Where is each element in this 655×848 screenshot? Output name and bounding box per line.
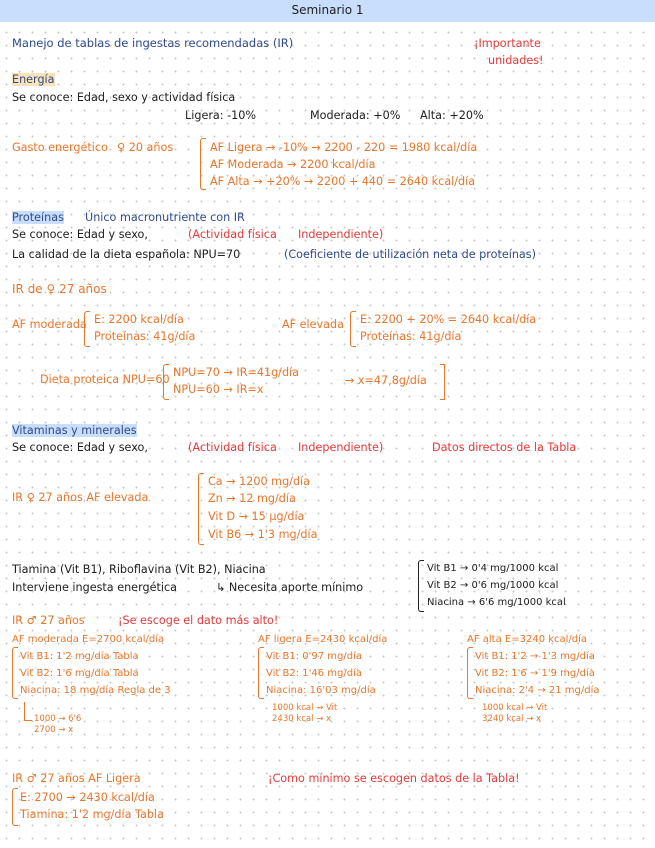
energia-heading-text: Energía: [12, 73, 55, 86]
dieta-close-bracket: [440, 364, 445, 400]
tiamina-ir-label: IR ♂ 27 años: [12, 614, 85, 627]
vitamin-row: Zn → 12 mg/día: [208, 492, 296, 505]
mod-col-row: Vit B2: 1'6 mg/día Tabla: [20, 668, 139, 679]
alta-col-head: AF alta E=3240 kcal/día: [467, 634, 588, 645]
mod-col-head: AF moderada E=2700 kcal/día: [12, 634, 165, 645]
important-note-line-1: ¡Importante: [474, 37, 541, 50]
vitaminas-ir-label: IR ♀ 27 años AF elevada: [12, 491, 149, 504]
vitamin-row: Vit B6 → 1'3 mg/día: [208, 528, 318, 541]
af-ligera: AF Ligera → -10% → 2200 - 220 = 1980 kcal/día: [210, 141, 478, 154]
elev-label: AF elevada: [282, 318, 344, 331]
proteinas-known: Se conoce: Edad y sexo,: [12, 228, 148, 241]
alta-col-brace: [467, 647, 473, 699]
mod-calc-2: 2700 → x: [34, 725, 74, 735]
proteinas-activity-a: (Actividad física: [188, 228, 277, 241]
energia-known: Se conoce: Edad, sexo y actividad física: [12, 91, 236, 104]
mod-calc-1: 1000 → 6'6: [34, 714, 82, 724]
mod-calc-connector: [24, 702, 32, 721]
tiamina-tip: ¡Se escoge el dato más alto!: [118, 614, 279, 627]
moderada-adjustment: Moderada: +0%: [310, 109, 401, 122]
lig-col-brace: [258, 647, 264, 699]
final-row: E: 2700 → 2430 kcal/día: [20, 791, 155, 804]
lig-calc-1: 1000 kcal → Vit: [272, 703, 338, 713]
alta-col-row: Niacina: 2'4 → 21 mg/día: [475, 685, 600, 696]
elev-protein: Proteínas: 41g/día: [360, 330, 462, 343]
dieta-quality: La calidad de la dieta española: NPU=70: [12, 248, 241, 261]
vitaminas-brace: [198, 473, 204, 545]
lig-col-row: Vit B2: 1'46 mg/día: [266, 668, 362, 679]
proteinas-activity-b: Independiente): [298, 228, 384, 241]
vitamin-row: Ca → 1200 mg/día: [208, 475, 311, 488]
vitaminas-heading-row: [12, 424, 137, 437]
mod-brace: [84, 311, 90, 347]
mod-label: AF moderada: [12, 318, 87, 331]
ligera-adjustment: Ligera: -10%: [185, 109, 257, 122]
energia-brace: [200, 138, 206, 190]
lig-col-row: Niacina: 16'03 mg/día: [266, 685, 376, 696]
proteinas-heading-row: [12, 211, 64, 224]
tiamina-line: Interviene ingesta energética: [12, 581, 177, 594]
proteinas-ir-label: IR de ♀ 27 años: [12, 282, 107, 296]
dieta-label: Dieta proteica NPU=60: [40, 373, 170, 386]
final-row: Tiamina: 1'2 mg/día Tabla: [20, 808, 164, 821]
mod-energy: E: 2200 kcal/día: [94, 313, 184, 326]
gasto-label: Gasto energético: [12, 141, 108, 154]
final-ir-label: IR ♂ 27 años AF Ligera: [12, 772, 141, 785]
alta-calc-1: 1000 kcal → Vit: [482, 703, 548, 713]
mod-col-brace: [12, 647, 18, 699]
mod-col-row: Niacina: 18 mg/día Regla de 3: [20, 685, 171, 696]
dieta-result: → x=47,8g/día: [345, 374, 427, 387]
dieta-brace: [163, 364, 169, 400]
vitaminas-known: Se conoce: Edad y sexo,: [12, 441, 148, 454]
gasto-sub: ♀ 20 años: [117, 141, 174, 154]
tiamina-heading: Tiamina (Vit B1), Riboflavina (Vit B2), Niacina: [12, 563, 266, 576]
npu-definition: (Coeficiente de utilización neta de proteínas): [284, 248, 536, 261]
tiamina-arrow: ↳ Necesita aporte mínimo: [216, 581, 364, 594]
alta-col-row: Vit B1: 1'2 → 1'3 mg/día: [475, 651, 595, 662]
alta-adjustment: Alta: +20%: [420, 109, 484, 122]
dieta-rule-1: NPU=70 → IR=41g/día: [173, 366, 300, 379]
lig-calc-2: 2430 kcal → x: [272, 714, 332, 724]
tiamina-ref-row: Niacina → 6'6 mg/1000 kcal: [427, 597, 566, 608]
mod-col-row: Vit B1: 1'2 mg/día Tabla: [20, 651, 139, 662]
lig-col-head: AF ligera E=2430 kcal/día: [258, 634, 388, 645]
mod-protein: Proteínas: 41g/día: [94, 330, 196, 343]
dieta-rule-2: NPU=60 → IR=x: [173, 383, 264, 396]
af-moderada: AF Moderada → 2200 kcal/día: [210, 158, 376, 171]
vitamin-row: Vit D → 15 µg/día: [208, 510, 305, 523]
alta-col-row: Vit B2: 1'6 → 1'9 mg/día: [475, 668, 595, 679]
vitaminas-activity-b: Independiente): [298, 441, 384, 454]
final-tip: ¡Como mínimo se escogen datos de la Tabla!: [268, 772, 520, 785]
elev-energy: E: 2200 + 20% = 2640 kcal/día: [360, 313, 537, 326]
proteinas-heading: Proteínas: [12, 211, 64, 224]
af-alta: AF Alta → +20% → 2200 + 440 = 2640 kcal/día: [210, 175, 476, 188]
alta-calc-2: 3240 kcal → x: [482, 714, 542, 724]
tiamina-ref-row: Vit B2 → 0'6 mg/1000 kcal: [427, 580, 559, 591]
intro-heading: Manejo de tablas de ingestas recomendadas (IR): [12, 36, 294, 50]
vitaminas-heading: Vitaminas y minerales: [12, 424, 137, 437]
final-brace: [12, 788, 18, 826]
page-title: Seminario 1: [291, 3, 364, 17]
elev-brace: [350, 311, 356, 347]
vitaminas-activity-a: (Actividad física: [188, 441, 277, 454]
proteinas-note: Único macronutriente con IR: [85, 211, 245, 224]
tiamina-ref-row: Vit B1 → 0'4 mg/1000 kcal: [427, 563, 559, 574]
energia-heading: [12, 73, 55, 86]
lig-col-row: Vit B1: 0'97 mg/día: [266, 651, 362, 662]
important-note-line-2: unidades!: [488, 54, 544, 67]
direct-data-note: Datos directos de la Tabla: [432, 441, 577, 454]
tiamina-ref-brace: [418, 560, 424, 612]
